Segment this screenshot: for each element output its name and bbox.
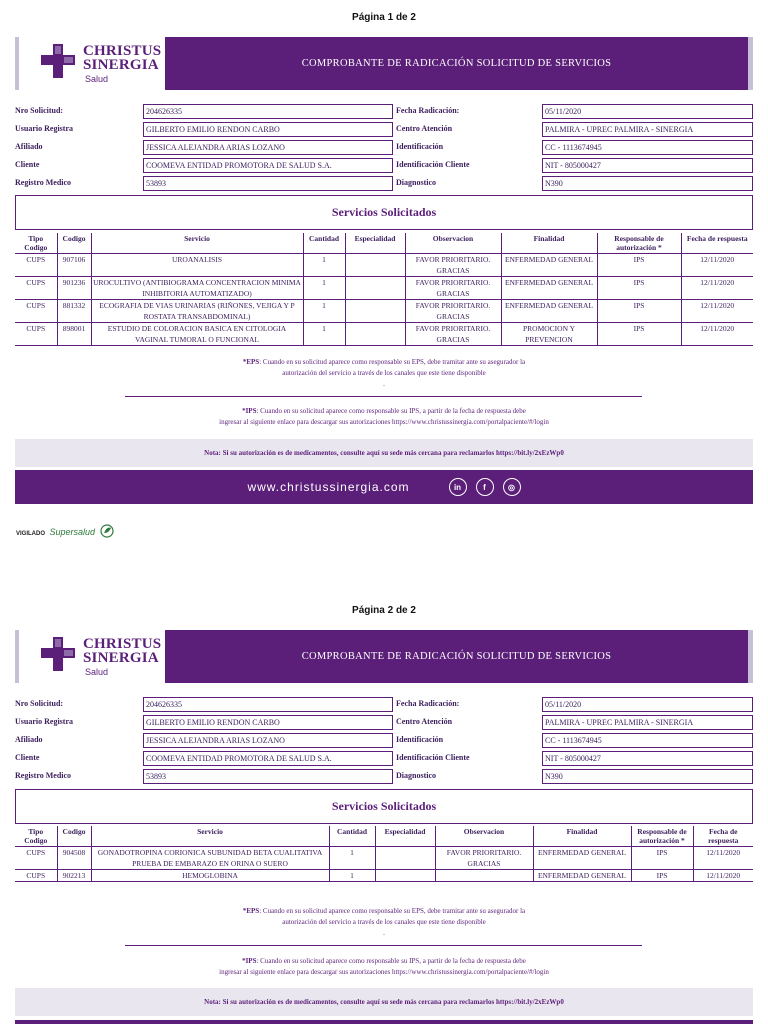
col-observacion: Observacion	[435, 826, 533, 847]
page-number-label: Página 1 de 2	[352, 12, 416, 23]
col-cantidad: Cantidad	[329, 826, 375, 847]
cell-responsable: IPS	[597, 254, 681, 277]
cell-especialidad	[375, 870, 435, 882]
field-cliente: COOMEVA ENTIDAD PROMOTORA DE SALUD S.A.	[143, 751, 393, 766]
cell-responsable: IPS	[631, 870, 693, 882]
field-centro-atencion: PALMIRA - UPREC PALMIRA - SINERGIA	[542, 122, 753, 137]
cell-especialidad	[345, 254, 405, 277]
label-fecha-radicacion: Fecha Radicación:	[396, 106, 460, 115]
label-registro-medico: Registro Medico	[15, 178, 72, 187]
field-identificacion: CC - 1113674945	[542, 140, 753, 155]
table-row	[15, 870, 753, 882]
medicamentos-nota[interactable]: Nota: Si su autorización es de medicamentos, consulte aquí su sede más cercana para reclamarlos https://bit.ly/2xEzWp0	[15, 439, 753, 467]
field-identificacion-cliente: NIT - 805000427	[542, 751, 753, 766]
cell-servicio: ESTUDIO DE COLORACION BASICA EN CITOLOGIA VAGINAL TUMORAL O FUNCIONAL	[91, 323, 303, 346]
brand-name: CHRISTUS SINERGIA	[83, 636, 162, 666]
field-fecha-radicacion: 05/11/2020	[542, 697, 753, 712]
cell-tipo: CUPS	[15, 870, 57, 882]
col-finalidad: Finalidad	[533, 826, 631, 847]
col-especialidad: Especialidad	[375, 826, 435, 847]
field-diagnostico: N390	[542, 176, 753, 191]
label-centro-atencion: Centro Atención	[396, 717, 453, 726]
field-diagnostico: N390	[542, 769, 753, 784]
cross-logo-icon	[41, 637, 75, 671]
label-diagnostico: Diagnostico	[396, 178, 436, 187]
col-tipo-codigo: Tipo Codigo	[15, 233, 57, 254]
col-especialidad: Especialidad	[345, 233, 405, 254]
eps-note: *EPS: Cuando en su solicitud aparece como responsable su EPS, debe tramitar ante su asegurador la autorización del servicio a través de los canales que este tiene disponible .	[242, 358, 526, 388]
col-codigo: Codigo	[57, 233, 91, 254]
cell-codigo: 902213	[57, 870, 91, 882]
cell-fecha: 12/11/2020	[681, 323, 753, 346]
cell-responsable: IPS	[597, 277, 681, 300]
footer-url-link[interactable]: www.christussinergia.com	[247, 480, 410, 494]
brand-name: CHRISTUS SINERGIA	[83, 43, 162, 73]
cell-codigo: 881332	[57, 300, 91, 323]
cell-especialidad	[345, 277, 405, 300]
cell-finalidad: ENFERMEDAD GENERAL	[533, 870, 631, 882]
field-registro-medico: 53893	[143, 176, 393, 191]
cell-fecha: 12/11/2020	[681, 277, 753, 300]
label-usuario-registra: Usuario Registra	[15, 717, 73, 726]
facebook-icon[interactable]: f	[476, 478, 494, 496]
table-row	[15, 300, 753, 323]
col-servicio: Servicio	[91, 826, 329, 847]
col-codigo: Codigo	[57, 826, 91, 847]
cell-tipo: CUPS	[15, 277, 57, 300]
brand-sub: Salud	[85, 667, 109, 677]
cell-especialidad	[375, 847, 435, 870]
cell-observacion: FAVOR PRIORITARIO. GRACIAS	[405, 300, 501, 323]
label-identificacion-cliente: Identificación Cliente	[396, 160, 470, 169]
cell-cantidad: 1	[303, 254, 345, 277]
brand-logo	[15, 630, 169, 683]
cell-fecha: 12/11/2020	[681, 254, 753, 277]
label-registro-medico: Registro Medico	[15, 771, 72, 780]
cell-fecha: 12/11/2020	[681, 300, 753, 323]
cell-fecha: 12/11/2020	[693, 847, 753, 870]
brand-sub: Salud	[85, 74, 109, 84]
cell-codigo: 907106	[57, 254, 91, 277]
document-title: COMPROBANTE DE RADICACIÓN SOLICITUD DE SERVICIOS	[165, 37, 753, 90]
cell-especialidad	[345, 300, 405, 323]
label-cliente: Cliente	[15, 160, 40, 169]
cell-responsable: IPS	[597, 300, 681, 323]
info-section	[15, 103, 753, 193]
document-header	[15, 630, 753, 683]
services-title: Servicios Solicitados	[15, 195, 753, 230]
table-row	[15, 323, 753, 346]
label-identificacion: Identificación	[396, 142, 444, 151]
services-table	[15, 233, 753, 346]
cell-servicio: UROCULTIVO (ANTIBIOGRAMA CONCENTRACION MINIMA INHIBITORIA AUTOMATIZADO)	[91, 277, 303, 300]
cell-cantidad: 1	[329, 847, 375, 870]
cell-observacion: FAVOR PRIORITARIO. GRACIAS	[405, 323, 501, 346]
divider	[125, 945, 642, 946]
col-finalidad: Finalidad	[501, 233, 597, 254]
label-identificacion: Identificación	[396, 735, 444, 744]
cell-especialidad	[345, 323, 405, 346]
services-title: Servicios Solicitados	[15, 789, 753, 824]
footer-bar	[15, 470, 753, 504]
document-title: COMPROBANTE DE RADICACIÓN SOLICITUD DE SERVICIOS	[165, 630, 753, 683]
field-identificacion: CC - 1113674945	[542, 733, 753, 748]
cell-servicio: ECOGRAFIA DE VIAS URINARIAS (RIÑONES, VEJIGA Y P ROSTATA TRANSABDOMINAL)	[91, 300, 303, 323]
field-usuario-registra: GILBERTO EMILIO RENDON CARBO	[143, 715, 393, 730]
cell-cantidad: 1	[303, 277, 345, 300]
table-row	[15, 254, 753, 277]
cell-finalidad: ENFERMEDAD GENERAL	[533, 847, 631, 870]
label-nro-solicitud: Nro Solicitud:	[15, 106, 64, 115]
col-cantidad: Cantidad	[303, 233, 345, 254]
col-fecha-respuesta: Fecha de respuesta	[693, 826, 753, 847]
document-header	[15, 37, 753, 90]
label-centro-atencion: Centro Atención	[396, 124, 453, 133]
cell-servicio: HEMOGLOBINA	[91, 870, 329, 882]
col-responsable: Responsable de autorización *	[631, 826, 693, 847]
field-centro-atencion: PALMIRA - UPREC PALMIRA - SINERGIA	[542, 715, 753, 730]
col-fecha-respuesta: Fecha de respuesta	[681, 233, 753, 254]
cell-finalidad: PROMOCION Y PREVENCION	[501, 323, 597, 346]
cell-finalidad: ENFERMEDAD GENERAL	[501, 300, 597, 323]
cell-codigo: 904508	[57, 847, 91, 870]
cell-responsable: IPS	[631, 847, 693, 870]
cell-tipo: CUPS	[15, 323, 57, 346]
col-tipo-codigo: Tipo Codigo	[15, 826, 57, 847]
field-afiliado: JESSICA ALEJANDRA ARIAS LOZANO	[143, 140, 393, 155]
page-number-label: Página 2 de 2	[352, 605, 416, 616]
label-diagnostico: Diagnostico	[396, 771, 436, 780]
cell-tipo: CUPS	[15, 300, 57, 323]
footer-bar-edge	[15, 1020, 753, 1024]
field-identificacion-cliente: NIT - 805000427	[542, 158, 753, 173]
cross-logo-icon	[41, 44, 75, 78]
field-afiliado: JESSICA ALEJANDRA ARIAS LOZANO	[143, 733, 393, 748]
linkedin-icon[interactable]: in	[449, 478, 467, 496]
cell-observacion: FAVOR PRIORITARIO. GRACIAS	[405, 277, 501, 300]
divider	[125, 396, 642, 397]
cell-cantidad: 1	[329, 870, 375, 882]
services-table	[15, 826, 753, 882]
field-nro-solicitud: 204626335	[143, 697, 393, 712]
label-identificacion-cliente: Identificación Cliente	[396, 753, 470, 762]
brand-logo	[15, 37, 169, 90]
eps-note: *EPS: Cuando en su solicitud aparece como responsable su EPS, debe tramitar ante su asegurador la autorización del servicio a través de los canales que este tiene disponible .	[242, 907, 526, 937]
label-usuario-registra: Usuario Registra	[15, 124, 73, 133]
label-fecha-radicacion: Fecha Radicación:	[396, 699, 460, 708]
cell-observacion	[435, 870, 533, 882]
cell-servicio: UROANALISIS	[91, 254, 303, 277]
cell-servicio: GONADOTROPINA CORIONICA SUBUNIDAD BETA CUALITATIVA PRUEBA DE EMBARAZO EN ORINA O SUERO	[91, 847, 329, 870]
field-registro-medico: 53893	[143, 769, 393, 784]
table-header-row	[15, 826, 753, 847]
table-row	[15, 847, 753, 870]
cell-fecha: 12/11/2020	[693, 870, 753, 882]
label-cliente: Cliente	[15, 753, 40, 762]
cell-tipo: CUPS	[15, 847, 57, 870]
instagram-icon[interactable]: ◎	[503, 478, 521, 496]
field-usuario-registra: GILBERTO EMILIO RENDON CARBO	[143, 122, 393, 137]
cell-cantidad: 1	[303, 300, 345, 323]
label-nro-solicitud: Nro Solicitud:	[15, 699, 64, 708]
medicamentos-nota[interactable]: Nota: Si su autorización es de medicamentos, consulte aquí su sede más cercana para reclamarlos https://bit.ly/2xEzWp0	[15, 988, 753, 1016]
field-cliente: COOMEVA ENTIDAD PROMOTORA DE SALUD S.A.	[143, 158, 393, 173]
ips-note: *IPS: Cuando en su solicitud aparece como responsable su IPS, a partir de la fecha de respuesta debe ingresar al siguiente enlace para descargar sus autorizaciones https://www.christussinergia.com/portalpaciente/#/login	[219, 407, 549, 426]
field-fecha-radicacion: 05/11/2020	[542, 104, 753, 119]
cell-codigo: 898001	[57, 323, 91, 346]
supersalud-leaf-icon	[99, 523, 115, 539]
field-nro-solicitud: 204626335	[143, 104, 393, 119]
cell-responsable: IPS	[597, 323, 681, 346]
table-row	[15, 277, 753, 300]
vigilado-supersalud: VIGILADO Supersalud	[16, 522, 115, 540]
cell-observacion: FAVOR PRIORITARIO. GRACIAS	[435, 847, 533, 870]
col-observacion: Observacion	[405, 233, 501, 254]
cell-observacion: FAVOR PRIORITARIO. GRACIAS	[405, 254, 501, 277]
cell-tipo: CUPS	[15, 254, 57, 277]
ips-note: *IPS: Cuando en su solicitud aparece como responsable su IPS, a partir de la fecha de respuesta debe ingresar al siguiente enlace para descargar sus autorizaciones https://www.christussinergia.com/portalpaciente/#/login	[219, 957, 549, 976]
cell-finalidad: ENFERMEDAD GENERAL	[501, 277, 597, 300]
label-afiliado: Afiliado	[15, 142, 43, 151]
cell-cantidad: 1	[303, 323, 345, 346]
info-section	[15, 696, 753, 786]
cell-codigo: 901236	[57, 277, 91, 300]
label-afiliado: Afiliado	[15, 735, 43, 744]
table-header-row	[15, 233, 753, 254]
cell-finalidad: ENFERMEDAD GENERAL	[501, 254, 597, 277]
col-servicio: Servicio	[91, 233, 303, 254]
col-responsable: Responsable de autorización *	[597, 233, 681, 254]
